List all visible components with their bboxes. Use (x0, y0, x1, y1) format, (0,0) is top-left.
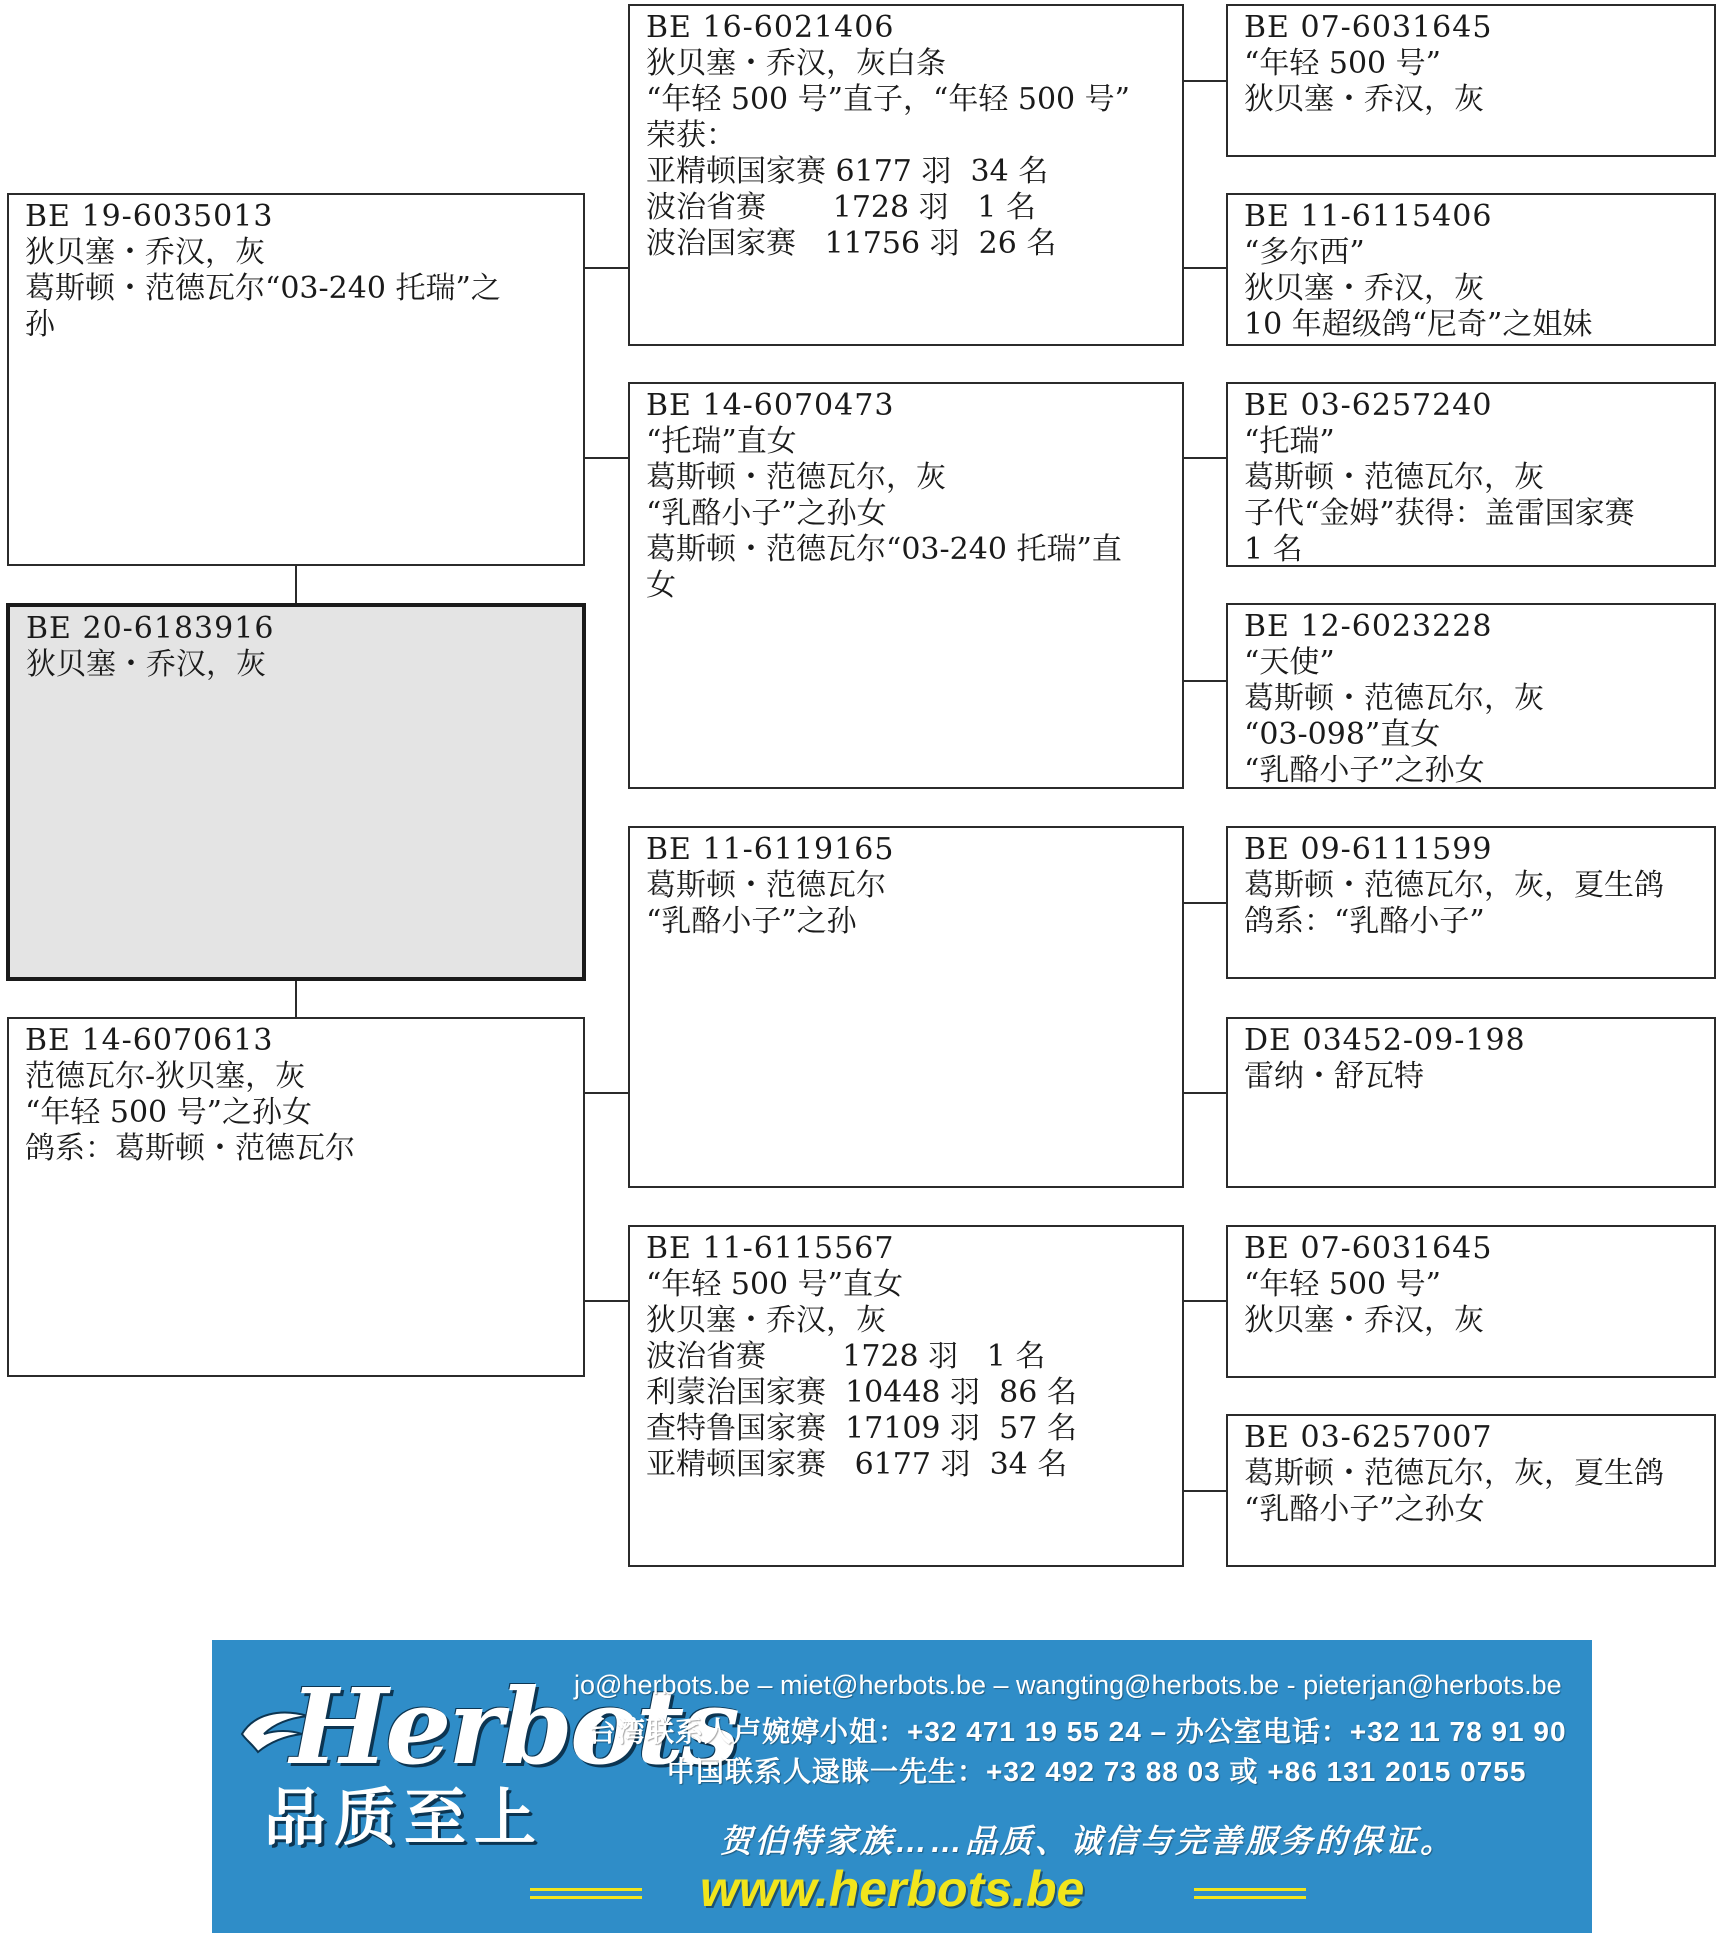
connector-dd-dds (1183, 1300, 1227, 1302)
connector-ds-dsd (1183, 1092, 1227, 1094)
china-contact: 中国联系人逯睐一先生：+32 492 73 88 03 或 +86 131 2015 0755 (667, 1756, 1527, 1787)
ds-ring: BE 11-6119165 (646, 832, 895, 867)
ss-line-6: 波治国家赛 11756 羽 26 名 (646, 226, 1057, 261)
sd-line-4: 葛斯顿・范德瓦尔“03-240 托瑞”直 (646, 532, 1122, 567)
ssd-line-3: 10 年超级鸽“尼奇”之姐妹 (1244, 307, 1593, 342)
sd-line-2: 葛斯顿・范德瓦尔，灰 (646, 460, 946, 495)
sss-ring: BE 07-6031645 (1244, 10, 1493, 45)
taiwan-contact: 台湾联系人卢婉婷小姐：+32 471 19 55 24 – 办公室电话：+32 11 78 91 90 (588, 1716, 1567, 1747)
connector-ss-sss (1183, 80, 1227, 82)
decor-line-left-bottom (530, 1896, 642, 1899)
dss-ring: BE 09-6111599 (1244, 832, 1493, 867)
ddd-line-2: “乳酪小子”之孙女 (1244, 1492, 1485, 1527)
sire-line-2: 葛斯顿・范德瓦尔“03-240 托瑞”之 (25, 271, 501, 306)
footer-banner (212, 1640, 1592, 1933)
ss-line-1: 狄贝塞・乔汉，灰白条 (646, 46, 946, 81)
ssd-card (1226, 193, 1716, 346)
dss-line-1: 葛斯顿・范德瓦尔，灰，夏生鸽 (1244, 868, 1664, 903)
ds-line-1: 葛斯顿・范德瓦尔 (646, 868, 886, 903)
dsd-ring: DE 03452-09-198 (1244, 1023, 1526, 1058)
ddd-line-1: 葛斯顿・范德瓦尔，灰，夏生鸽 (1244, 1456, 1664, 1491)
connector-dam-dd (583, 1300, 629, 1302)
sdd-line-4: “乳酪小子”之孙女 (1244, 753, 1485, 788)
brand-slogan: 品质至上 (264, 1781, 545, 1854)
sss-line-1: “年轻 500 号” (1244, 46, 1442, 81)
ddd-card (1226, 1414, 1716, 1567)
dam-card (7, 1017, 585, 1377)
connector-ds-dss (1183, 902, 1227, 904)
dam-line-1: 范德瓦尔-狄贝塞，灰 (25, 1059, 306, 1094)
herbots-logo (240, 1664, 737, 1794)
ss-line-2: “年轻 500 号”直子，“年轻 500 号” (646, 82, 1131, 117)
dd-ring: BE 11-6115567 (646, 1231, 895, 1266)
ss-ring: BE 16-6021406 (646, 10, 895, 45)
contact-emails[interactable]: jo@herbots.be – miet@herbots.be – wangting@herbots.be - pieterjan@herbots.be (574, 1670, 1562, 1700)
subject-line-1: 狄贝塞・乔汉，灰 (26, 647, 266, 682)
sdd-line-1: “天使” (1244, 645, 1335, 680)
dds-line-1: “年轻 500 号” (1244, 1267, 1442, 1302)
sire-line-3: 孙 (25, 307, 55, 342)
ss-card (628, 4, 1184, 346)
connector-ss-ssd (1183, 267, 1227, 269)
dd-line-5: 查特鲁国家赛 17109 羽 57 名 (646, 1411, 1077, 1446)
sdd-line-3: “03-098”直女 (1244, 717, 1441, 752)
decor-line-left-top (530, 1888, 642, 1891)
dsd-line-1: 雷纳・舒瓦特 (1244, 1059, 1424, 1094)
sds-card (1226, 382, 1716, 567)
sss-line-2: 狄贝塞・乔汉，灰 (1244, 82, 1484, 117)
dss-line-2: 鸽系：“乳酪小子” (1244, 904, 1485, 939)
dd-line-4: 利蒙治国家赛 10448 羽 86 名 (646, 1375, 1077, 1410)
ssd-line-1: “多尔西” (1244, 235, 1365, 270)
sdd-ring: BE 12-6023228 (1244, 609, 1493, 644)
connector-sire-sd (583, 457, 629, 459)
dsd-card (1226, 1017, 1716, 1188)
sd-line-1: “托瑞”直女 (646, 424, 797, 459)
sire-card (7, 193, 585, 566)
dd-line-1: “年轻 500 号”直女 (646, 1267, 904, 1302)
connector-dd-ddd (1183, 1490, 1227, 1492)
dd-line-6: 亚精顿国家赛 6177 羽 34 名 (646, 1447, 1068, 1482)
sss-card (1226, 4, 1716, 157)
ds-line-2: “乳酪小子”之孙 (646, 904, 857, 939)
dam-ring: BE 14-6070613 (25, 1023, 274, 1058)
website-link[interactable]: www.herbots.be (700, 1861, 1085, 1917)
brand-wordmark: Herbots (290, 1665, 737, 1788)
dd-line-2: 狄贝塞・乔汉，灰 (646, 1303, 886, 1338)
dd-card (628, 1225, 1184, 1567)
connector-subject-dam (295, 980, 297, 1018)
sds-line-3: 子代“金姆”获得：盖雷国家赛 (1244, 496, 1635, 531)
dss-card (1226, 826, 1716, 979)
dam-line-2: “年轻 500 号”之孙女 (25, 1095, 313, 1130)
ss-line-5: 波治省赛 1728 羽 1 名 (646, 190, 1036, 225)
decor-line-right-bottom (1194, 1896, 1306, 1899)
subject-card (6, 603, 586, 981)
ddd-ring: BE 03-6257007 (1244, 1420, 1493, 1455)
connector-sd-sds (1183, 457, 1227, 459)
tagline: 贺伯特家族……品质、诚信与完善服务的保证。 (720, 1823, 1456, 1859)
ssd-line-2: 狄贝塞・乔汉，灰 (1244, 271, 1484, 306)
dd-line-3: 波治省赛 1728 羽 1 名 (646, 1339, 1046, 1374)
ssd-ring: BE 11-6115406 (1244, 199, 1493, 234)
sire-line-1: 狄贝塞・乔汉，灰 (25, 235, 265, 270)
connector-dam-ds (583, 1092, 629, 1094)
sd-card (628, 382, 1184, 789)
sd-ring: BE 14-6070473 (646, 388, 895, 423)
connector-subject-sire (295, 565, 297, 605)
dds-line-2: 狄贝塞・乔汉，灰 (1244, 1303, 1484, 1338)
dds-card (1226, 1225, 1716, 1378)
decor-line-right-top (1194, 1888, 1306, 1891)
sd-line-3: “乳酪小子”之孙女 (646, 496, 887, 531)
sds-line-4: 1 名 (1244, 532, 1303, 567)
ss-line-4: 亚精顿国家赛 6177 羽 34 名 (646, 154, 1049, 189)
subject-ring: BE 20-6183916 (26, 611, 275, 646)
sdd-line-2: 葛斯顿・范德瓦尔，灰 (1244, 681, 1544, 716)
dds-ring: BE 07-6031645 (1244, 1231, 1493, 1266)
ss-line-3: 荣获： (646, 118, 736, 153)
connector-sire-ss (583, 267, 629, 269)
connector-sd-sdd (1183, 680, 1227, 682)
dam-line-3: 鸽系：葛斯顿・范德瓦尔 (25, 1131, 355, 1166)
sd-line-5: 女 (646, 568, 676, 603)
sdd-card (1226, 603, 1716, 789)
sds-line-2: 葛斯顿・范德瓦尔，灰 (1244, 460, 1544, 495)
sds-ring: BE 03-6257240 (1244, 388, 1493, 423)
sds-line-1: “托瑞” (1244, 424, 1335, 459)
sire-ring: BE 19-6035013 (25, 199, 274, 234)
ds-card (628, 826, 1184, 1188)
